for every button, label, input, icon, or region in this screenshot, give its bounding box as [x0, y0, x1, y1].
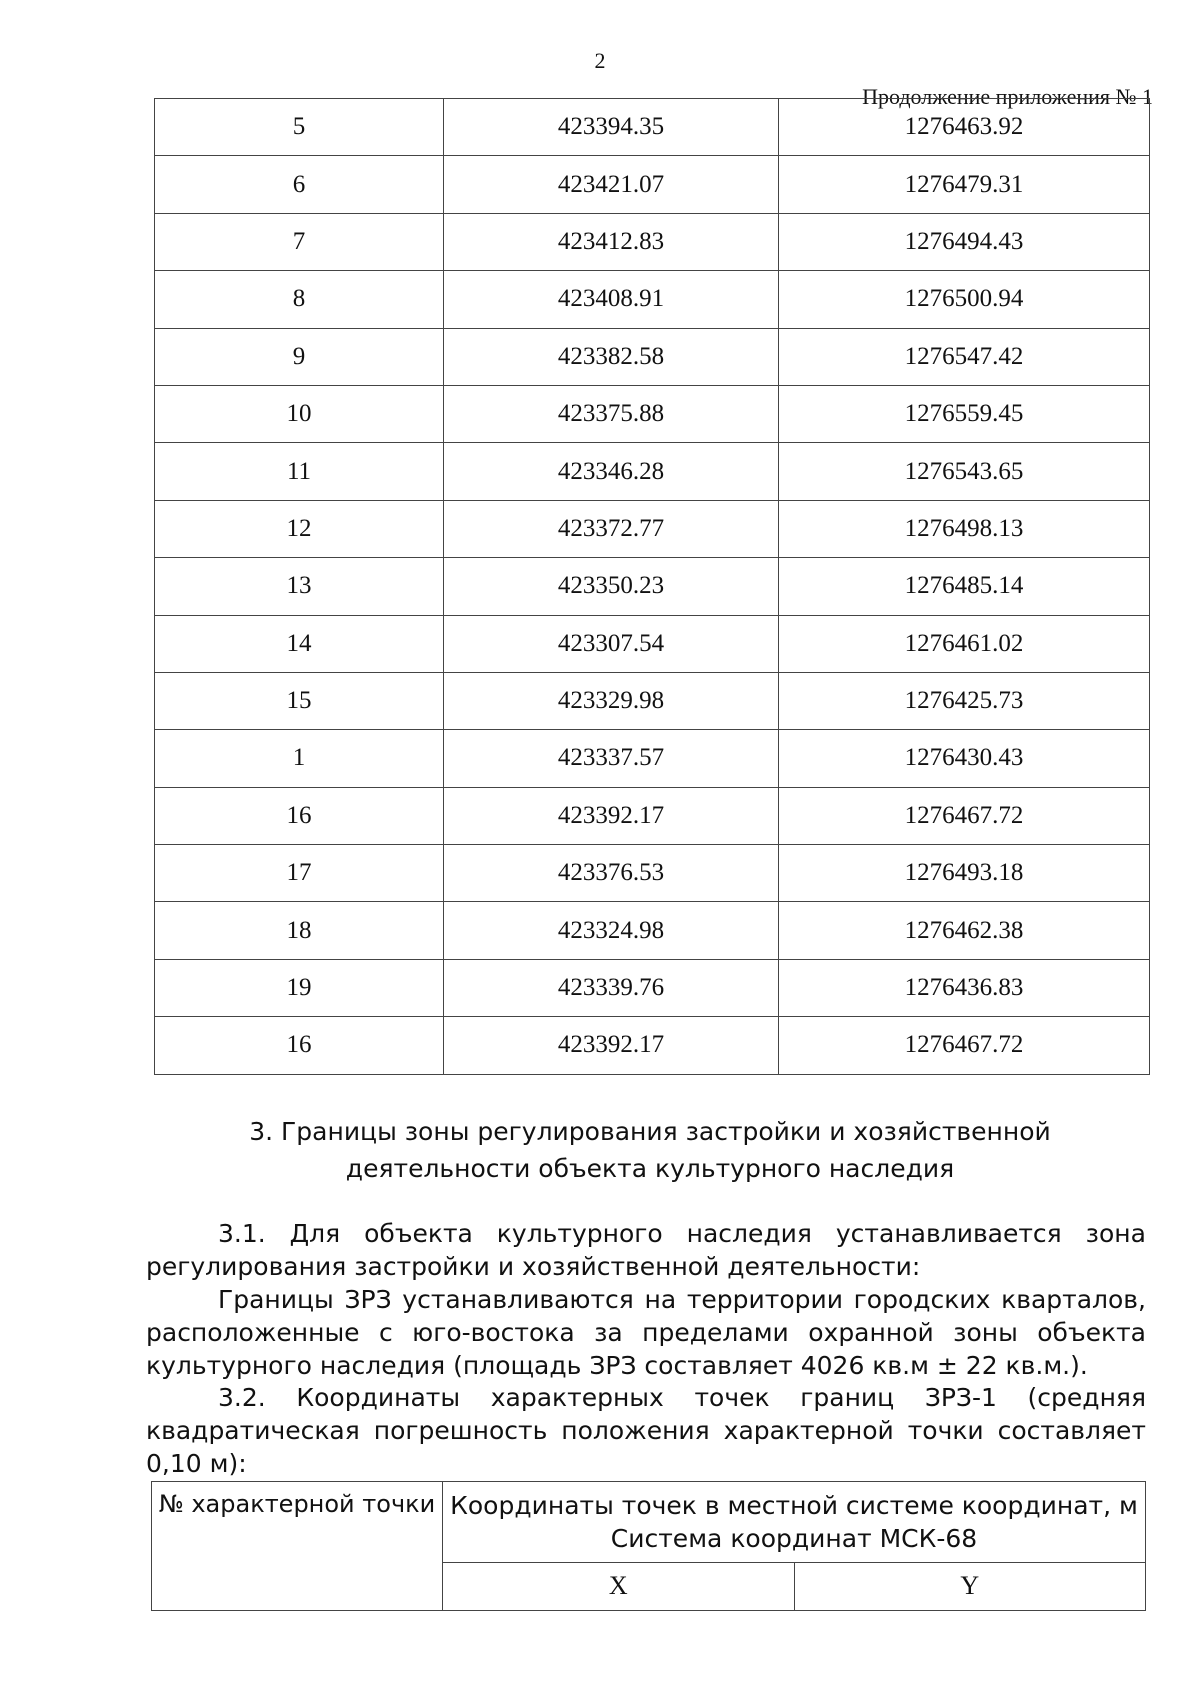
x-coordinate-cell: 423329.98	[444, 672, 779, 729]
y-coordinate-cell: 1276543.65	[779, 443, 1150, 500]
y-coordinate-cell: 1276485.14	[779, 558, 1150, 615]
y-coordinate-cell: 1276547.42	[779, 328, 1150, 385]
y-coordinate-cell: 1276461.02	[779, 615, 1150, 672]
table-row	[155, 385, 1150, 442]
header-point-number: № характерной точки	[152, 1482, 443, 1611]
point-number-cell: 9	[155, 328, 444, 385]
table-row	[155, 959, 1150, 1016]
y-coordinate-cell: 1276467.72	[779, 1017, 1150, 1074]
y-coordinate-cell: 1276559.45	[779, 385, 1150, 442]
y-coordinate-cell: 1276467.72	[779, 787, 1150, 844]
y-coordinate-cell: 1276500.94	[779, 271, 1150, 328]
point-number-cell: 13	[155, 558, 444, 615]
table-row	[155, 902, 1150, 959]
section-title-line2: деятельности объекта культурного наследия	[345, 1154, 955, 1183]
x-coordinate-cell: 423408.91	[444, 271, 779, 328]
table-row	[155, 1017, 1150, 1074]
header-x: X	[443, 1562, 795, 1610]
point-number-cell: 6	[155, 156, 444, 213]
y-coordinate-cell: 1276436.83	[779, 959, 1150, 1016]
point-number-cell: 8	[155, 271, 444, 328]
paragraph-3-1-first-line	[146, 1217, 1146, 1250]
paragraph-3-1-second-line: регулирования застройки и хозяйственной деятельности:	[146, 1252, 921, 1281]
point-number-cell: 16	[155, 787, 444, 844]
table-row	[155, 558, 1150, 615]
x-coordinate-cell: 423350.23	[444, 558, 779, 615]
point-number-cell: 15	[155, 672, 444, 729]
y-coordinate-cell: 1276498.13	[779, 500, 1150, 557]
zrz-coordinates-header-table	[151, 1481, 1146, 1611]
x-coordinate-cell: 423372.77	[444, 500, 779, 557]
paragraph-3-1	[146, 1217, 1146, 1283]
table-row	[155, 615, 1150, 672]
x-coordinate-cell: 423382.58	[444, 328, 779, 385]
word: устанавливается	[835, 1219, 1062, 1248]
coordinates-table	[154, 98, 1150, 1075]
point-number-cell: 17	[155, 845, 444, 902]
point-number-cell: 5	[155, 99, 444, 156]
y-coordinate-cell: 1276463.92	[779, 99, 1150, 156]
x-coordinate-cell: 423337.57	[444, 730, 779, 787]
x-coordinate-cell: 423392.17	[444, 787, 779, 844]
y-coordinate-cell: 1276479.31	[779, 156, 1150, 213]
table-row	[155, 672, 1150, 729]
header-coordinates	[443, 1482, 1146, 1563]
word: 3.1.	[218, 1219, 266, 1248]
word: зона	[1085, 1219, 1146, 1248]
point-number-cell: 19	[155, 959, 444, 1016]
table-row	[155, 99, 1150, 156]
point-number-cell: 11	[155, 443, 444, 500]
y-coordinate-cell: 1276494.43	[779, 213, 1150, 270]
point-number-cell: 14	[155, 615, 444, 672]
point-number-cell: 16	[155, 1017, 444, 1074]
y-coordinate-cell: 1276430.43	[779, 730, 1150, 787]
paragraph-borders: Границы ЗРЗ устанавливаются на территории городских кварталов, расположенные с юго-востока за пределами охранной зоны объекта культурного наследия (площадь ЗРЗ составляет 4026 кв.м ± 22 кв.м.).	[146, 1285, 1146, 1380]
x-coordinate-cell: 423324.98	[444, 902, 779, 959]
table-row	[155, 787, 1150, 844]
header-y: Y	[794, 1562, 1146, 1610]
x-coordinate-cell: 423412.83	[444, 213, 779, 270]
section-title-line1: 3. Границы зоны регулирования застройки и хозяйственной	[249, 1117, 1051, 1146]
word: культурного	[496, 1219, 663, 1248]
table-row	[155, 271, 1150, 328]
table-row	[155, 156, 1150, 213]
x-coordinate-cell: 423346.28	[444, 443, 779, 500]
point-number-cell: 1	[155, 730, 444, 787]
y-coordinate-cell: 1276425.73	[779, 672, 1150, 729]
header-coordinates-line1: Координаты точек в местной системе координат, м	[450, 1490, 1138, 1520]
x-coordinate-cell: 423376.53	[444, 845, 779, 902]
continuation-label: Продолжение приложения № 1	[862, 84, 1153, 109]
x-coordinate-cell: 423421.07	[444, 156, 779, 213]
word: наследия	[686, 1219, 812, 1248]
x-coordinate-cell: 423394.35	[444, 99, 779, 156]
header-coordinates-line2: Система координат МСК-68	[610, 1523, 978, 1553]
table-row	[155, 328, 1150, 385]
point-number-cell: 7	[155, 213, 444, 270]
y-coordinate-cell: 1276462.38	[779, 902, 1150, 959]
x-coordinate-cell: 423375.88	[444, 385, 779, 442]
page-number: 2	[594, 48, 606, 73]
point-number-cell: 18	[155, 902, 444, 959]
x-coordinate-cell: 423392.17	[444, 1017, 779, 1074]
table-row	[155, 730, 1150, 787]
paragraph-3-2: 3.2. Координаты характерных точек границ ЗРЗ-1 (средняя квадратическая погрешность положения характерной точки составляет 0,10 м):	[146, 1383, 1146, 1478]
point-number-cell: 10	[155, 385, 444, 442]
table-row	[155, 213, 1150, 270]
table-row	[155, 500, 1150, 557]
x-coordinate-cell: 423339.76	[444, 959, 779, 1016]
table-row	[155, 443, 1150, 500]
y-coordinate-cell: 1276493.18	[779, 845, 1150, 902]
word: объекта	[364, 1219, 473, 1248]
point-number-cell: 12	[155, 500, 444, 557]
table-row	[155, 845, 1150, 902]
word: Для	[289, 1219, 341, 1248]
x-coordinate-cell: 423307.54	[444, 615, 779, 672]
section-title	[154, 1113, 1146, 1187]
